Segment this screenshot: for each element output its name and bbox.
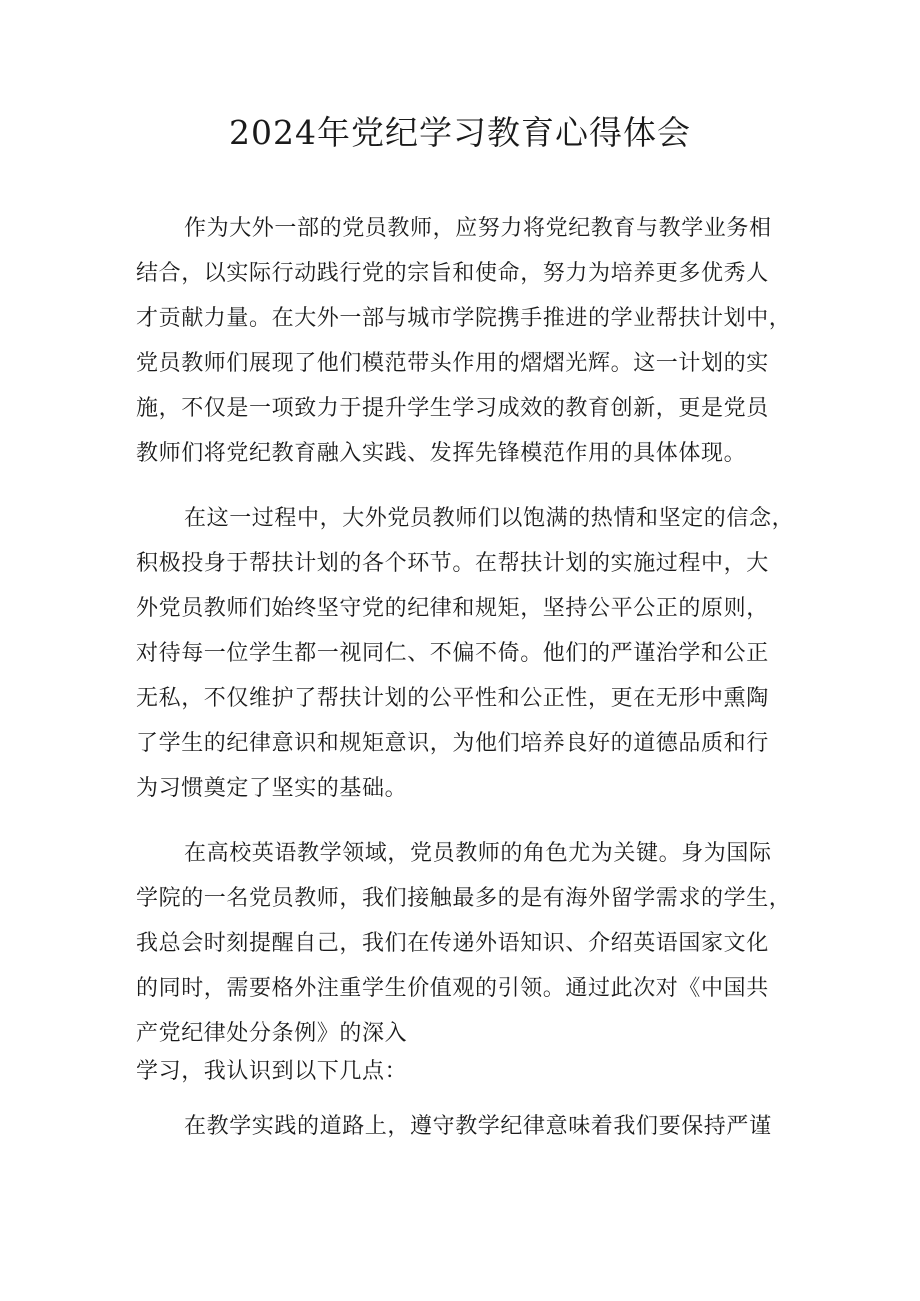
paragraph-line: 作为大外一部的党员教师，应努力将党纪教育与教学业务相 [184,216,772,241]
paragraph-line: 产党纪律处分条例》的深入 [136,1021,408,1046]
paragraph-line: 无私，不仅维护了帮扶计划的公平性和公正性，更在无形中熏陶 [136,686,769,711]
paragraph-line: 结合，以实际行动践行党的宗旨和使命，努力为培养更多优秀人 [136,261,769,286]
paragraph-line: 对待每一位学生都一视同仁、不偏不倚。他们的严谨治学和公正 [136,641,769,666]
paragraph-line: 教师们将党纪教育融入实践、发挥先锋模范作用的具体体现。 [136,441,747,466]
paragraph-line: 党员教师们展现了他们模范带头作用的熠熠光辉。这一计划的实 [136,351,769,376]
paragraph-line: 外党员教师们始终坚守党的纪律和规矩，坚持公平公正的原则， [136,596,769,621]
paragraph-line: 才贡献力量。在大外一部与城市学院携手推进的学业帮扶计划中， [136,306,792,331]
paragraph-line: 施，不仅是一项致力于提升学生学习成效的教育创新，更是党员 [136,396,769,421]
paragraph-line: 我总会时刻提醒自己，我们在传递外语知识、介绍英语国家文化 [136,931,769,956]
paragraph-line: 了学生的纪律意识和规矩意识，为他们培养良好的道德品质和行 [136,731,769,756]
paragraph-line: 为习惯奠定了坚实的基础。 [136,776,408,801]
paragraph-line: 在高校英语教学领域，党员教师的角色尤为关键。身为国际 [184,841,772,866]
paragraph-line: 在教学实践的道路上，遵守教学纪律意味着我们要保持严谨 [184,1114,772,1139]
document-title: 2024年党纪学习教育心得体会 [229,113,691,152]
paragraph-line: 积极投身于帮扶计划的各个环节。在帮扶计划的实施过程中，大 [136,551,769,576]
paragraph-line: 在这一过程中，大外党员教师们以饱满的热情和坚定的信念， [184,506,795,531]
paragraph-line: 的同时，需要格外注重学生价值观的引领。通过此次对《中国共 [136,976,769,1001]
paragraph-line: 学院的一名党员教师，我们接触最多的是有海外留学需求的学生， [136,886,792,911]
paragraph-line: 学习，我认识到以下几点： [136,1059,408,1084]
